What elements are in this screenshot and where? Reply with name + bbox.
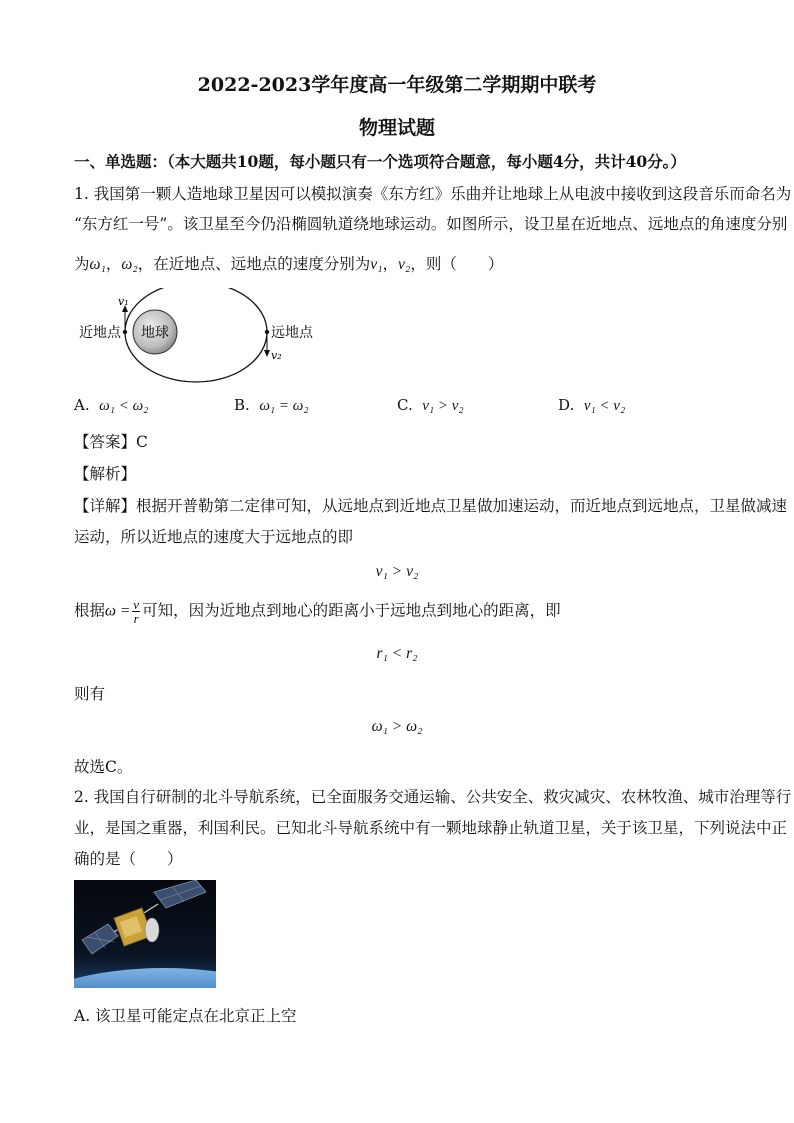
equation-v1-gt-v2: v₁ > v₂ <box>375 563 419 580</box>
basis-line: 根据ω = $\frac{v}{r}$ 可知，因为近地点到地心的距离小于远地点到地心的距离，即 <box>74 597 561 626</box>
option-a[interactable]: A. ω₁ < ω₂ <box>74 396 149 414</box>
earth-label: 地球 <box>141 325 169 341</box>
analysis-label: 【解析】 <box>74 465 137 483</box>
omega-formula-lhs: ω = <box>105 602 131 620</box>
antenna-dish-icon <box>145 918 159 942</box>
v2-symbol: v₂ <box>398 256 411 273</box>
q2-text-line3: 确的是（ ） <box>74 850 183 868</box>
answer-label: 【答案】C <box>74 433 148 451</box>
q2-option-a[interactable]: A. 该卫星可能定点在北京正上空 <box>74 1007 297 1025</box>
exam-subtitle: 物理试题 <box>358 117 435 139</box>
q1-line3-mid: ，在近地点、远地点的速度分别为 <box>137 255 371 273</box>
v1-symbol: v₁ <box>370 256 383 273</box>
exam-title: 2022-2023学年度高一年级第二学期期中联考 <box>197 74 597 96</box>
q1-line3-post: ，则（ ） <box>410 255 504 273</box>
separator: ， <box>105 255 122 273</box>
v2-label: v₂ <box>271 349 282 362</box>
option-b[interactable]: B. ω₁ = ω₂ <box>234 396 309 414</box>
near-point-label: 近地点 <box>79 325 121 341</box>
q2-text-line1: 2. 我国自行研制的北斗导航系统，已全面服务交通运输、公共安全、救灾减灾、农林牧渔、城市治理等行 <box>74 788 792 806</box>
q1-text-line3 <box>74 252 503 274</box>
omega2-symbol: ω₂ <box>121 256 138 273</box>
far-point-label: 远地点 <box>271 325 313 341</box>
section-heading: 一、单选题：（本大题共10题，每小题只有一个选项符合题意，每小题4分，共计40分。） <box>74 152 686 171</box>
v2-arrowhead-icon <box>264 350 270 357</box>
equation-r1-lt-r2: r₁ < r₂ <box>376 645 418 662</box>
detail-line2: 运动，所以近地点的速度大于远地点的即 <box>74 528 354 546</box>
far-point-dot <box>265 330 269 334</box>
q1-text-line1: 1. 我国第一颗人造地球卫星因可以模拟演奏《东方红》乐曲并让地球上从电波中接收到这段音乐而命名为 <box>74 185 792 203</box>
option-d[interactable]: D. v₁ < v₂ <box>558 396 626 414</box>
fraction-v-over-r: $\frac{v}{r}$ <box>133 597 140 626</box>
orbit-figure <box>70 288 330 388</box>
conclusion-text: 故选C。 <box>74 758 133 776</box>
satellite-image <box>74 880 216 988</box>
v1-label: v₁ <box>118 295 129 308</box>
omega1-symbol: ω₁ <box>89 256 106 273</box>
near-point-dot <box>123 330 127 334</box>
option-c[interactable]: C. v₁ > v₂ <box>397 396 464 414</box>
then-text: 则有 <box>74 685 106 703</box>
equation-w1-gt-w2: ω₁ > ω₂ <box>371 718 423 735</box>
q2-text-line2: 业，是国之重器，利国利民。已知北斗导航系统中有一颗地球静止轨道卫星，关于该卫星，下列说法中正 <box>74 819 788 837</box>
detail-line1: 【详解】根据开普勒第二定律可知，从远地点到近地点卫星做加速运动，而近地点到远地点，卫星做减速 <box>74 497 788 515</box>
q1-line3-pre: 为 <box>74 255 90 273</box>
q1-text-line2: “东方红一号”。该卫星至今仍沿椭圆轨道绕地球运动。如图所示，设卫星在近地点、远地点的角速度分别 <box>74 215 788 233</box>
separator: ， <box>382 255 399 273</box>
